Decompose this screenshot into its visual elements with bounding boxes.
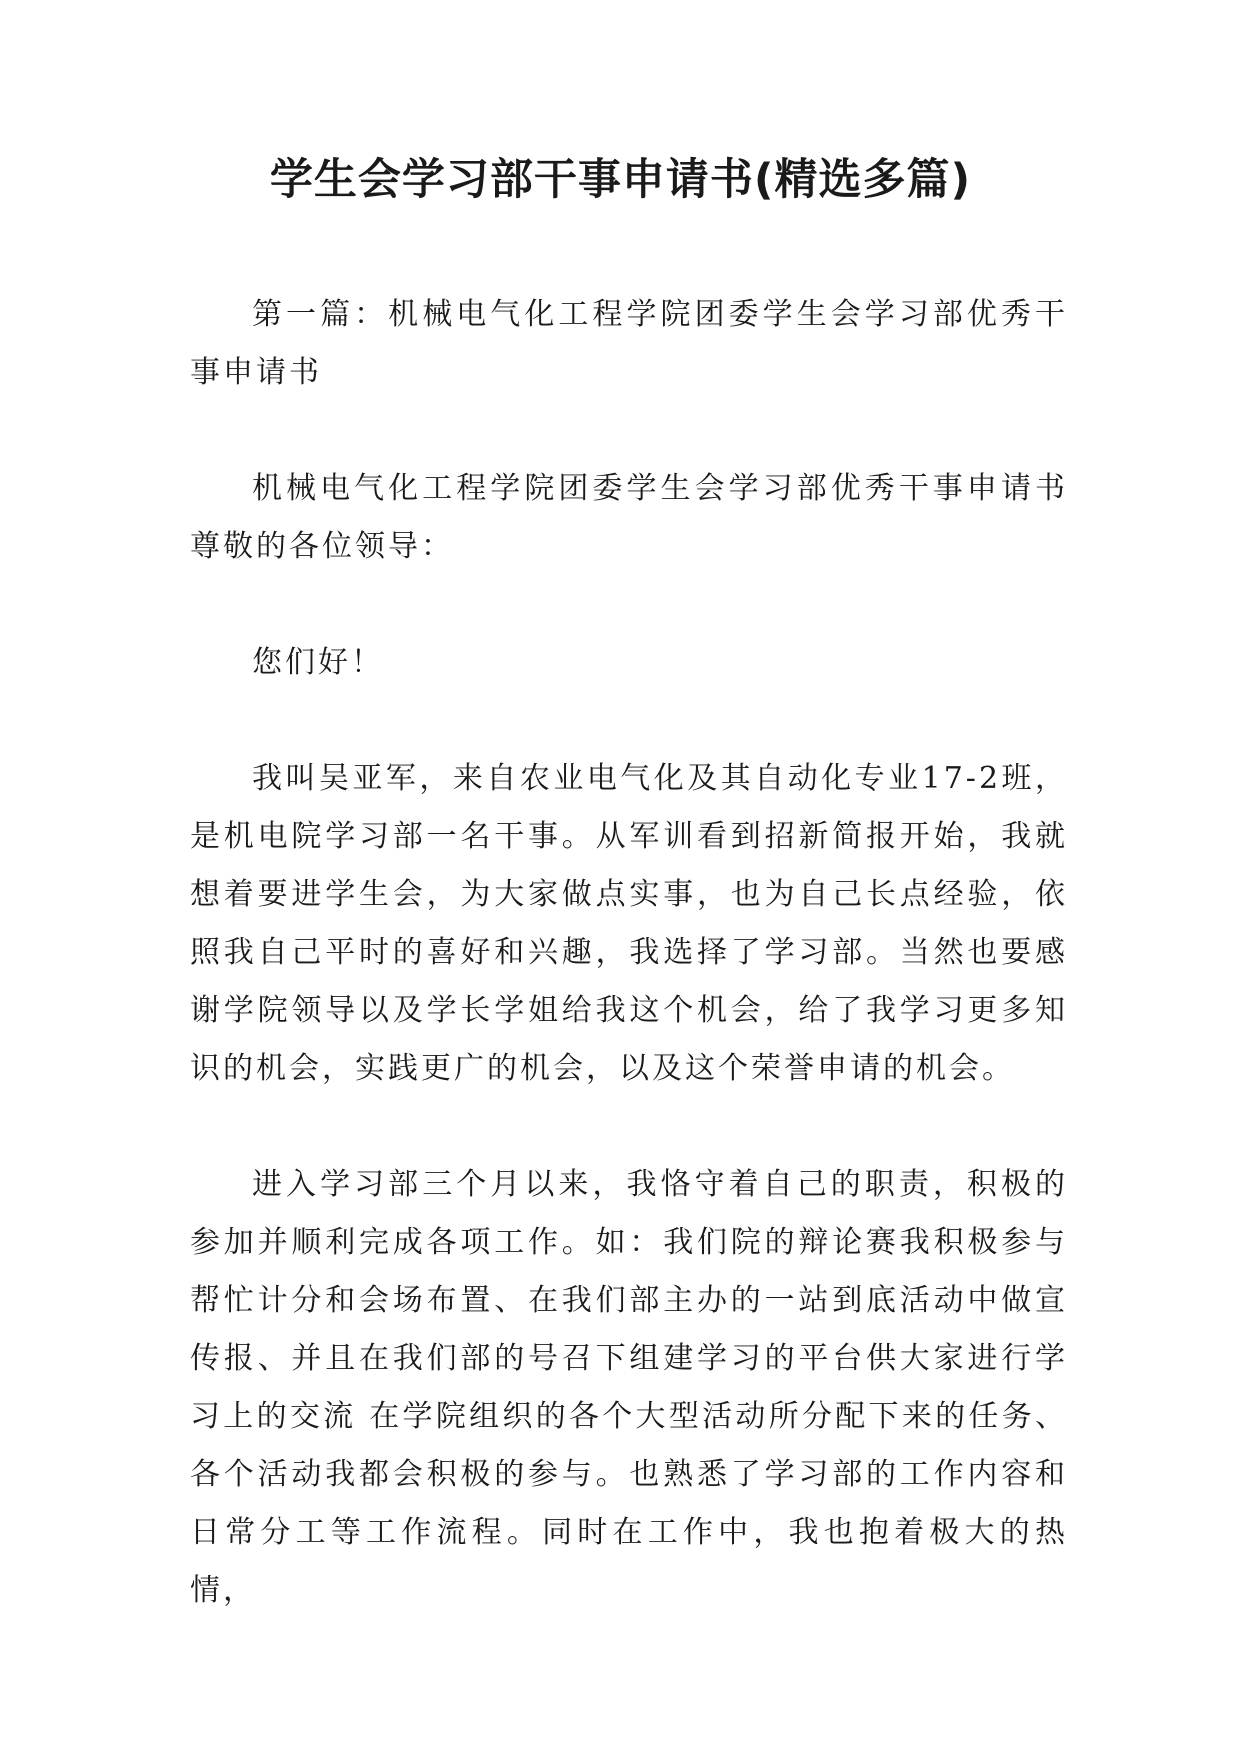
paragraph-section-heading: 第一篇：机械电气化工程学院团委学生会学习部优秀干事申请书 [190,297,1068,390]
paragraph-salutation: 机械电气化工程学院团委学生会学习部优秀干事申请书尊敬的各位领导： [190,471,1068,564]
paragraph-work-summary: 进入学习部三个月以来，我恪守着自己的职责，积极的参加并顺利完成各项工作。如：我们院的辩论赛我积极参与帮忙计分和会场布置、在我们部主办的一站到底活动中做宣传报、并且在我们部的号召下组建学习的平台供大家进行学习上的交流 在学院组织的各个大型活动所分配下来的任务、各个活动我都会积极的参与。也熟悉了学习部的工作内容和日常分工等工作流程。同时在工作中，我也抱着极大的热情， [190,1167,1068,1608]
paragraph-introduction: 我叫吴亚军，来自农业电气化及其自动化专业17-2班，是机电院学习部一名干事。从军训看到招新简报开始，我就想着要进学生会，为大家做点实事，也为自己长点经验，依照我自己平时的喜好和兴趣，我选择了学习部。当然也要感谢学院领导以及学长学姐给我这个机会，给了我学习更多知识的机会，实践更广的机会，以及这个荣誉申请的机会。 [190,761,1068,1086]
paragraph-greeting: 您们好！ [252,645,384,680]
document-title: 学生会学习部干事申请书(精选多篇) [269,155,972,205]
document-body [190,286,1068,1678]
